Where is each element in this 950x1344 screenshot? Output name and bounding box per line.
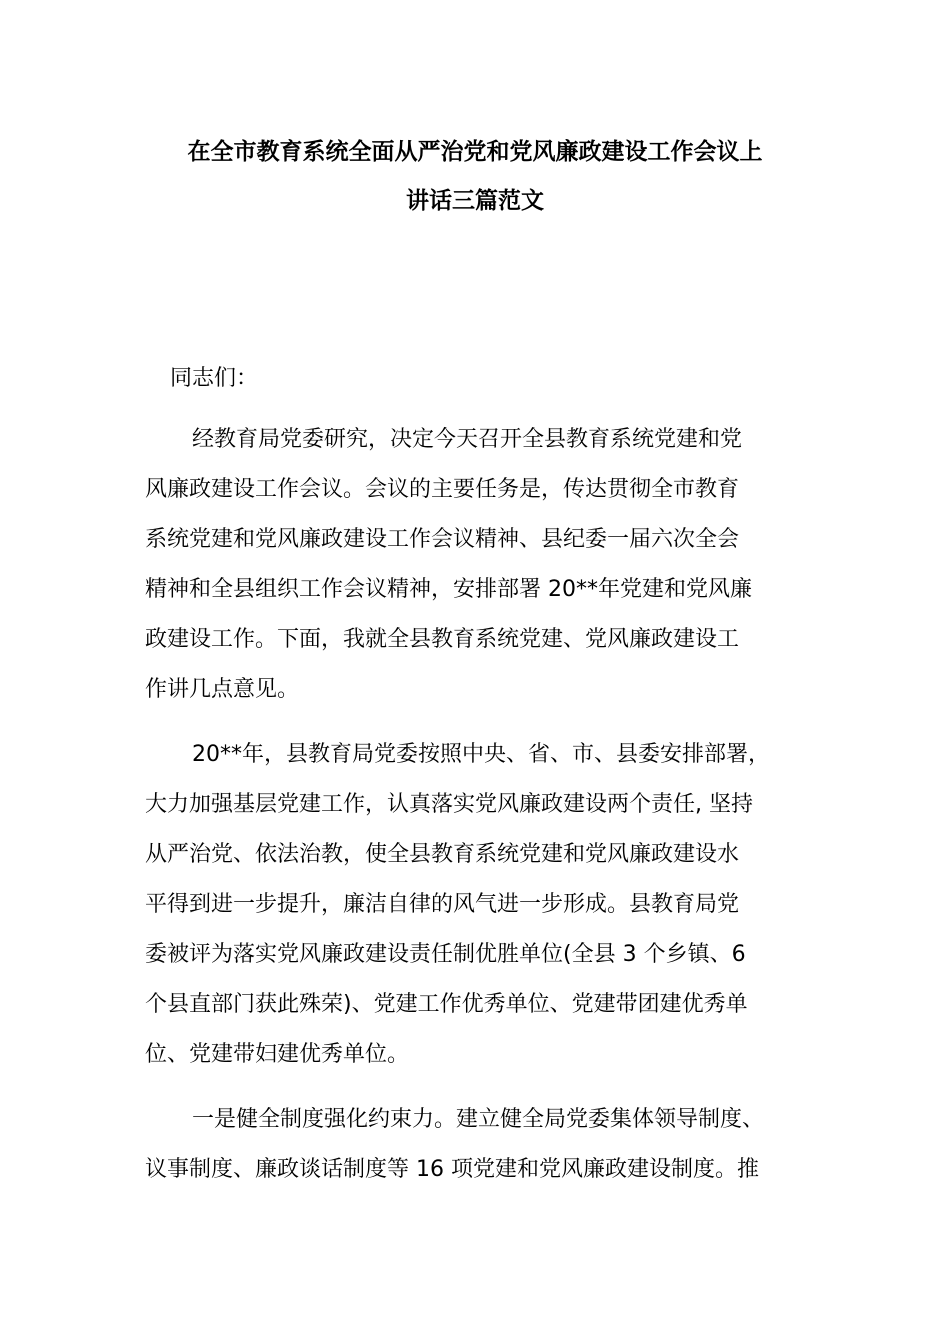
paragraph-2-line: 平得到进一步提升，廉洁自律的风气进一步形成。县教育局党 bbox=[145, 892, 740, 917]
paragraph-1-line: 经教育局党委研究，决定今天召开全县教育系统党建和党 bbox=[192, 427, 743, 452]
paragraph-1-line: 精神和全县组织工作会议精神，安排部署 20**年党建和党风廉 bbox=[145, 577, 752, 602]
paragraph-3-line: 议事制度、廉政谈话制度等 16 项党建和党风廉政建设制度。推 bbox=[145, 1157, 759, 1182]
paragraph-1-line: 政建设工作。下面，我就全县教育系统党建、党风廉政建设工 bbox=[145, 627, 740, 652]
document-title-line-2: 讲话三篇范文 bbox=[406, 188, 544, 214]
document-title-line-1: 在全市教育系统全面从严治党和党风廉政建设工作会议上 bbox=[187, 139, 763, 165]
paragraph-2-line: 20**年，县教育局党委按照中央、省、市、县委安排部署， bbox=[192, 742, 770, 767]
paragraph-3-line: 一是健全制度强化约束力。建立健全局党委集体领导制度、 bbox=[192, 1107, 765, 1132]
paragraph-2-line: 从严治党、依法治教，使全县教育系统党建和党风廉政建设水 bbox=[145, 842, 740, 867]
paragraph-1-line: 风廉政建设工作会议。会议的主要任务是，传达贯彻全市教育 bbox=[145, 477, 740, 502]
paragraph-1-line: 作讲几点意见。 bbox=[145, 677, 300, 702]
paragraph-2-line: 委被评为落实党风廉政建设责任制优胜单位(全县 3 个乡镇、6 bbox=[145, 942, 746, 967]
paragraph-1-line: 系统党建和党风廉政建设工作会议精神、县纪委一届六次全会 bbox=[145, 527, 740, 552]
paragraph-2-line: 大力加强基层党建工作，认真落实党风廉政建设两个责任, 坚持 bbox=[145, 792, 753, 817]
paragraph-2-line: 位、党建带妇建优秀单位。 bbox=[145, 1042, 410, 1067]
paragraph-2-line: 个县直部门获此殊荣)、党建工作优秀单位、党建带团建优秀单 bbox=[145, 992, 748, 1017]
salutation: 同志们： bbox=[170, 366, 259, 391]
